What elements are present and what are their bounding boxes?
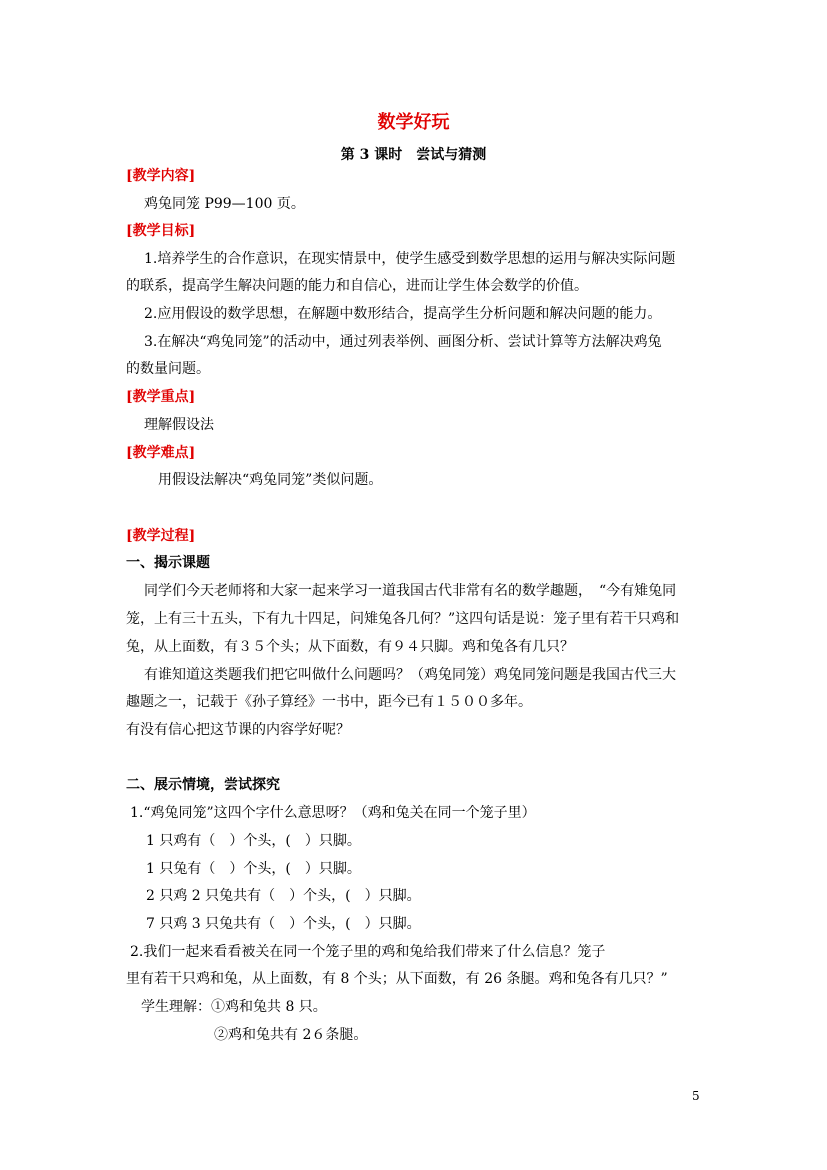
part-2-heading: 二、展示情境，尝试探究 — [126, 777, 280, 793]
goal-1-line-1: 1.培养学生的合作意识，在现实情景中，使学生感受到数学思想的运用与解决实际问题 — [144, 251, 676, 267]
paragraph-3: 有没有信心把这节课的内容学好呢？ — [126, 722, 350, 738]
goal-3-line-2: 的数量问题。 — [126, 361, 210, 377]
key-point-text: 理解假设法 — [144, 417, 214, 433]
goal-2: 2.应用假设的数学思想，在解题中数形结合，提高学生分析问题和解决问题的能力。 — [144, 306, 662, 322]
paragraph-2-line-1: 有谁知道这类题我们把它叫做什么问题吗？（鸡兔同笼）鸡兔同笼问题是我国古代三大 — [144, 667, 676, 683]
question-1: 1.“鸡兔同笼”这四个字什么意思呀？（鸡和兔关在同一个笼子里） — [130, 805, 536, 821]
paragraph-1-line-3: 兔，从上面数，有３５个头；从下面数，有９４只脚。鸡和兔各有几只？ — [126, 639, 574, 655]
part-1-heading: 一、揭示课题 — [126, 555, 210, 571]
student-understanding-2: ②鸡和兔共有 2６条腿。 — [214, 1027, 368, 1043]
heading-teaching-content: [教学内容] — [126, 168, 196, 184]
question-2-line-1: 2.我们一起来看看被关在同一个笼子里的鸡和兔给我们带来了什么信息？笼子 — [130, 944, 606, 960]
question-1-item-3: 2 只鸡 2 只兔共有（ ）个头，( ）只脚。 — [146, 888, 421, 904]
page-title: 数学好玩 — [377, 112, 450, 133]
heading-teaching-process: [教学过程] — [126, 528, 196, 544]
paragraph-1-line-2: 笼，上有三十五头，下有九十四足，问雉兔各几何？”这四句话是说：笼子里有若干只鸡和 — [126, 611, 680, 627]
question-2-line-2: 里有若干只鸡和兔，从上面数，有 8 个头；从下面数，有 26 条腿。鸡和兔各有几只？” — [126, 971, 668, 987]
page-subtitle: 第 3 课时 尝试与猜测 — [340, 147, 487, 163]
paragraph-1-line-1: 同学们今天老师将和大家一起来学习一道我国古代非常有名的数学趣题， “今有雉兔同 — [144, 583, 677, 599]
heading-key-point: [教学重点] — [126, 389, 196, 405]
teaching-content-text: 鸡兔同笼 P99—100 页。 — [144, 196, 305, 212]
question-1-item-1: 1 只鸡有（ ）个头，( ）只脚。 — [146, 833, 361, 849]
paragraph-2-line-2: 趣题之一，记载于《孙子算经》一书中，距今已有１５００多年。 — [126, 694, 532, 710]
page-number: 5 — [692, 1089, 700, 1103]
goal-1-line-2: 的联系，提高学生解决问题的能力和自信心，进而让学生体会数学的价值。 — [126, 278, 588, 294]
difficult-point-text: 用假设法解决“鸡兔同笼”类似问题。 — [158, 472, 383, 488]
heading-teaching-goals: [教学目标] — [126, 223, 196, 239]
question-1-item-4: 7 只鸡 3 只兔共有（ ）个头，( ）只脚。 — [146, 916, 421, 932]
goal-3-line-1: 3.在解决“鸡兔同笼”的活动中，通过列表举例、画图分析、尝试计算等方法解决鸡兔 — [144, 334, 662, 350]
heading-difficult-point: [教学难点] — [126, 445, 196, 461]
student-understanding-1: 学生理解：①鸡和兔共 8 只。 — [141, 999, 327, 1015]
question-1-item-2: 1 只兔有（ ）个头，( ）只脚。 — [146, 861, 361, 877]
